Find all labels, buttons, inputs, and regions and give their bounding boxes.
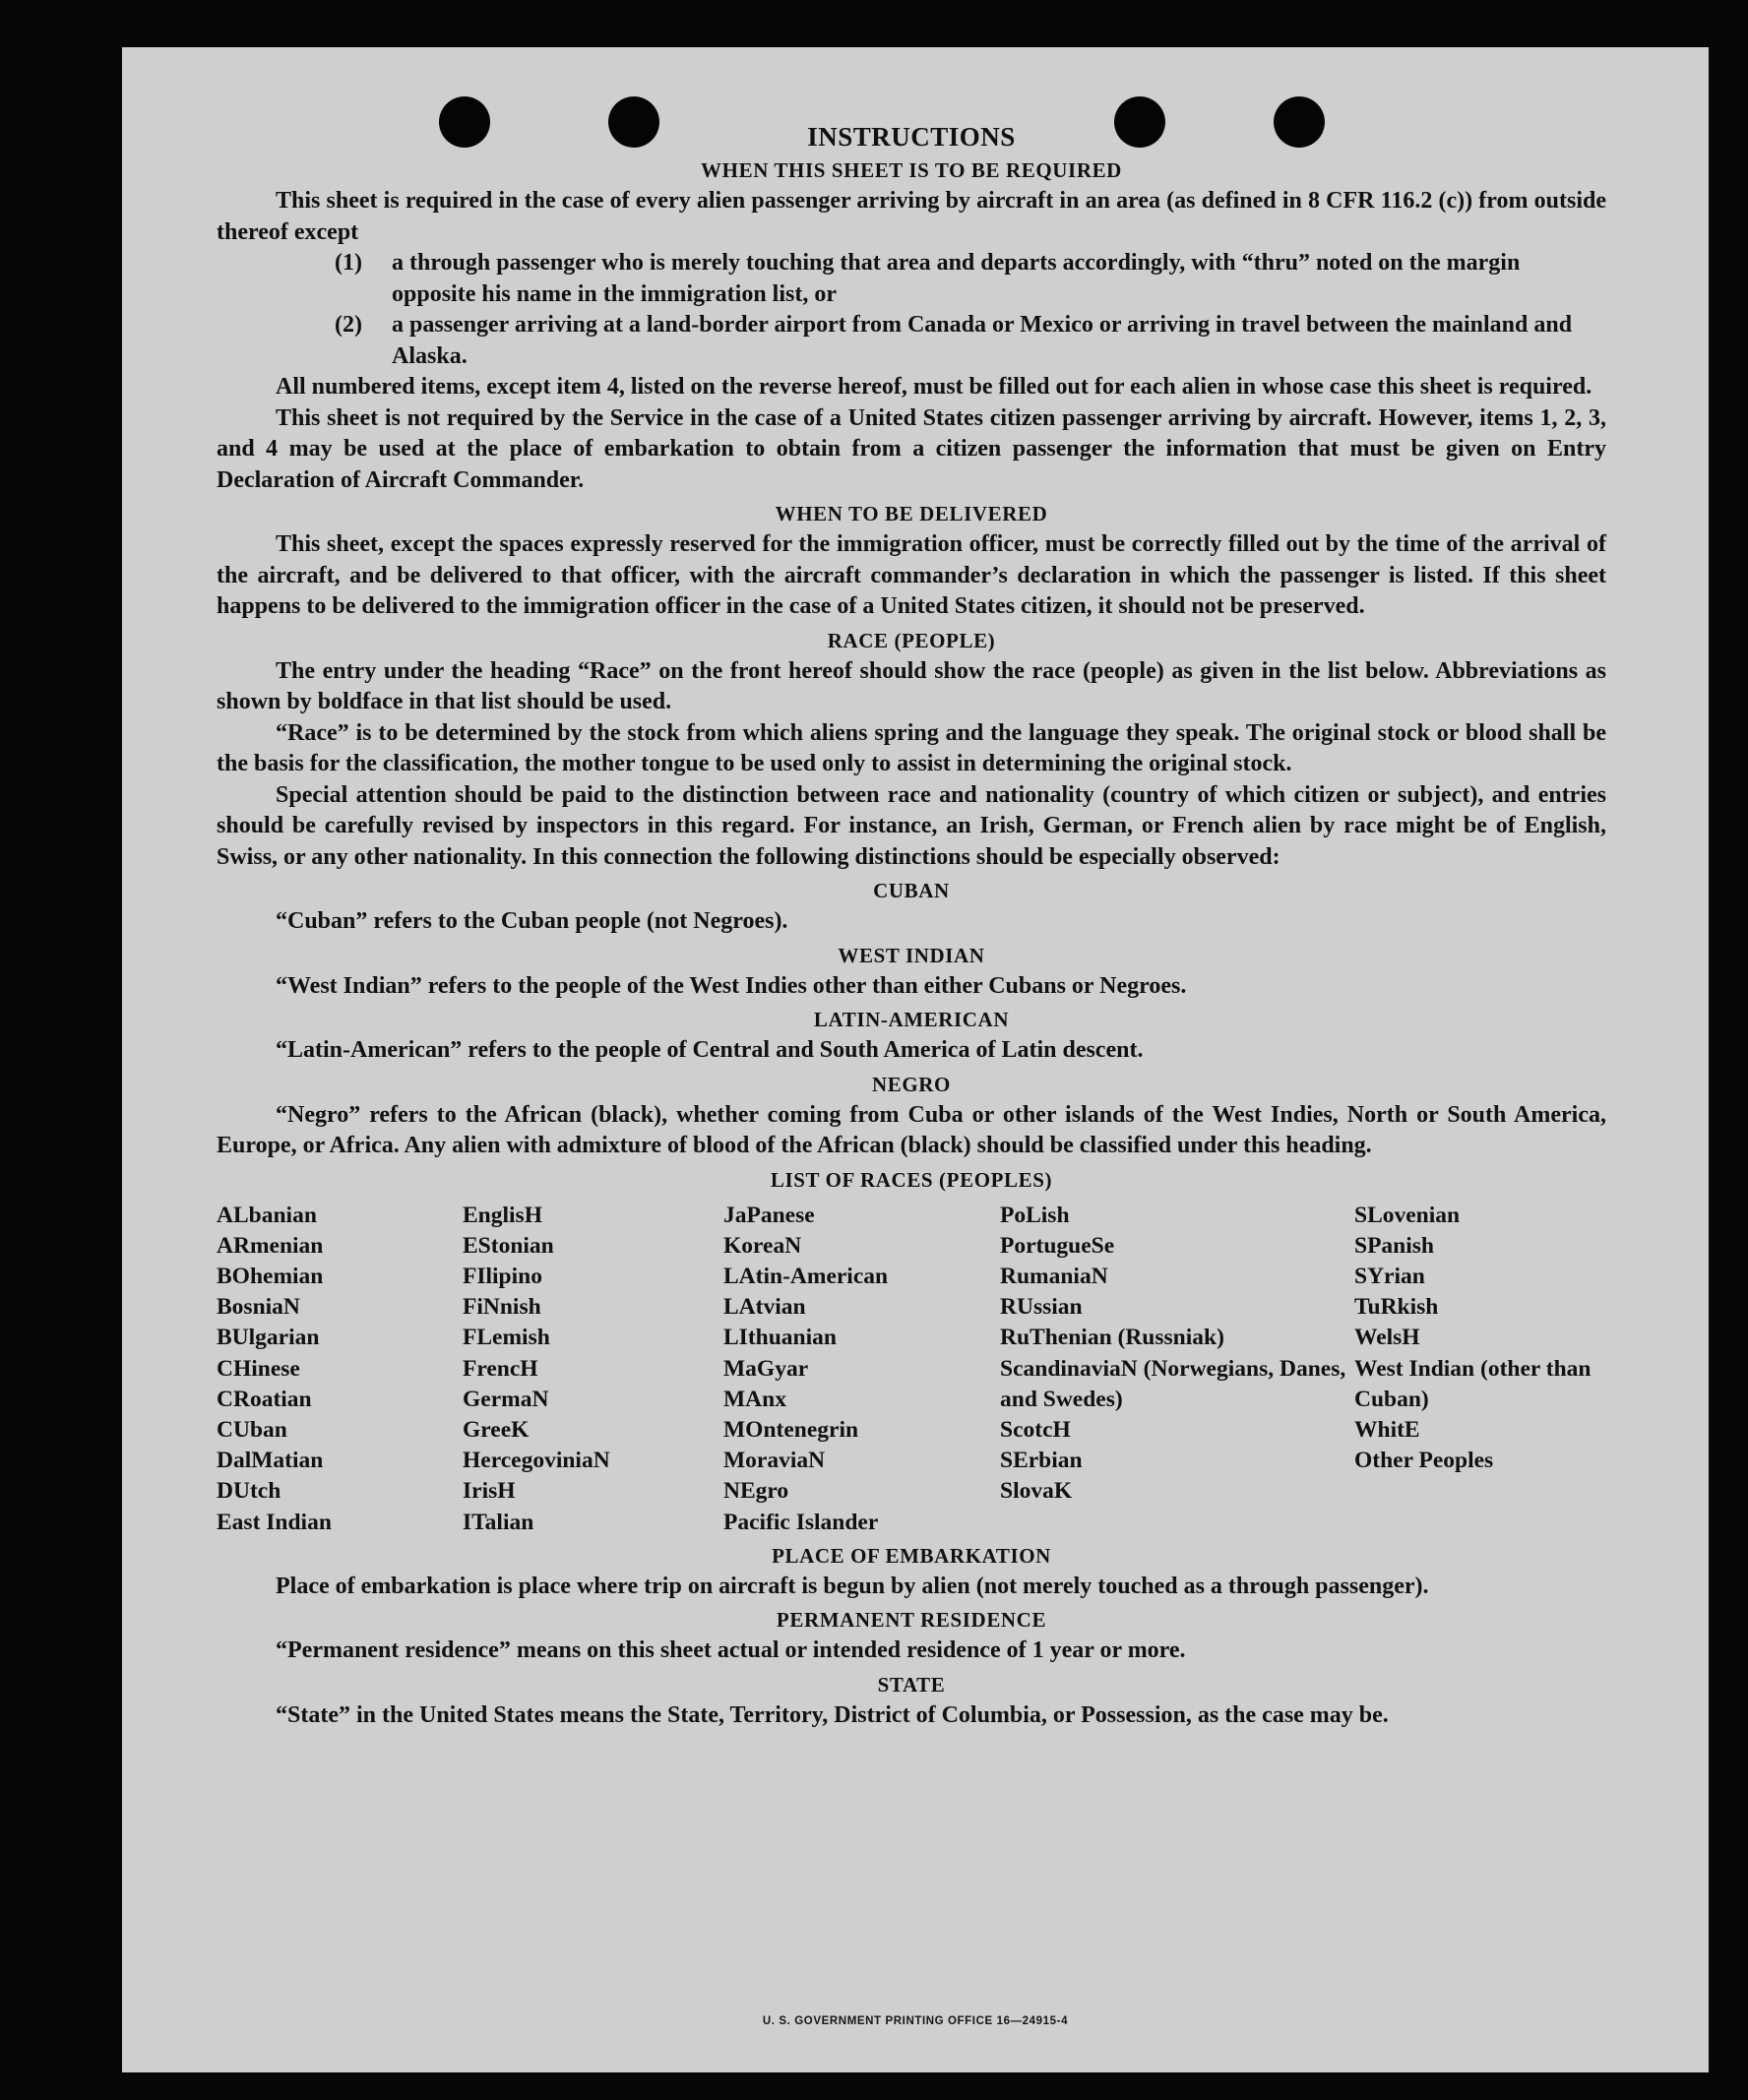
section-heading-embarkation: PLACE OF EMBARKATION: [772, 1543, 1051, 1568]
exception-item: [335, 248, 1606, 310]
races-list: [217, 1201, 1606, 1538]
document-page: [122, 47, 1709, 2072]
race-entry: LIthuanian: [723, 1325, 837, 1351]
race-entry: SYrian: [1354, 1263, 1425, 1289]
race-entry: DUtch: [217, 1478, 281, 1505]
citizen-paragraph: This sheet is not required by the Service in the case of a United States citizen passenger arriving by aircraft. However, items 1, 2, 3, and 4 may be used at the place of embarkation to obtain from a citizen passenger the information that must be given on Entry Declaration of Aircraft Commander.: [217, 404, 1606, 493]
numbered-items-paragraph: All numbered items, except item 4, listed on the reverse hereof, must be filled out for each alien in whose case this sheet is required.: [276, 374, 1592, 400]
races-column: [1000, 1201, 1354, 1538]
instructions-body: [217, 122, 1606, 1731]
negro-definition: “Negro” refers to the African (black), whether coming from Cuba or other islands of the West Indies, North or South America, Europe, or Africa. Any alien with admixture of blood of the African (black) should be classified under this heading.: [217, 1101, 1606, 1158]
races-column: [1354, 1201, 1606, 1538]
exception-text: a passenger arriving at a land-border airport from Canada or Mexico or arriving in travel between the mainland and Alaska.: [392, 312, 1573, 369]
race-entry: CUban: [217, 1416, 287, 1443]
exception-text: a through passenger who is merely touching that area and departs accordingly, with “thru” noted on the margin opposite his name in the immigration list, or: [392, 250, 1521, 307]
race-entry: SErbian: [1000, 1448, 1083, 1474]
race-entry: FLemish: [463, 1325, 550, 1351]
section-heading-state: STATE: [877, 1672, 946, 1697]
races-column: [217, 1201, 463, 1538]
race-entry: East Indian: [217, 1509, 332, 1535]
exception-number: (1): [335, 250, 362, 276]
section-heading-list-of-races: LIST OF RACES (PEOPLES): [770, 1167, 1053, 1192]
race-entry: WhitE: [1354, 1416, 1420, 1443]
section-heading-cuban: CUBAN: [873, 879, 950, 902]
section-heading-latin-american: LATIN-AMERICAN: [813, 1008, 1010, 1031]
delivery-paragraph: This sheet, except the spaces expressly reserved for the immigration officer, must be correctly filled out by the time of the arrival of the aircraft, and be delivered to that officer, with the aircraft commander’s declaration in which the passenger is listed. If this sheet happens to be delivered to the immigration officer in the case of a United States citizen, it should not be preserved.: [217, 531, 1606, 619]
race-entry: LAtvian: [723, 1294, 806, 1321]
race-entry: MAnx: [723, 1386, 786, 1412]
cuban-definition: “Cuban” refers to the Cuban people (not Negroes).: [276, 908, 788, 934]
race-entry: MOntenegrin: [723, 1416, 859, 1443]
race-entry: SLovenian: [1354, 1202, 1461, 1228]
race-entry: ITalian: [463, 1509, 534, 1535]
race-entry: GermaN: [463, 1386, 549, 1412]
page-title: INSTRUCTIONS: [807, 122, 1016, 152]
races-column: [463, 1201, 723, 1538]
race-entry: LAtin-American: [723, 1263, 889, 1289]
section-heading-west-indian: WEST INDIAN: [838, 943, 985, 967]
race-entry: RumaniaN: [1000, 1263, 1108, 1289]
state-definition: “State” in the United States means the State, Territory, District of Columbia, or Possession, as the case may be.: [276, 1701, 1389, 1728]
race-entry: Other Peoples: [1354, 1448, 1494, 1474]
race-entry: Pacific Islander: [723, 1509, 879, 1535]
section-heading-permanent-residence: PERMANENT RESIDENCE: [776, 1608, 1047, 1633]
races-column: [723, 1201, 1000, 1538]
race-entry: GreeK: [463, 1416, 530, 1443]
race-entry: PoLish: [1000, 1202, 1070, 1228]
section-heading-when-delivered: WHEN TO BE DELIVERED: [775, 502, 1048, 525]
race-entry: BUlgarian: [217, 1325, 320, 1351]
race-entry: WelsH: [1354, 1325, 1420, 1351]
race-paragraph-3: Special attention should be paid to the distinction between race and nationality (country of which citizen or subject), and entries should be carefully revised by inspectors in this regard. For instance, an Irish, German, or French alien by race might be of English, Swiss, or any other nationality. In this connection the following distinctions should be especially observed:: [217, 781, 1606, 870]
race-entry: West Indian (other than Cuban): [1354, 1355, 1592, 1412]
race-entry: RUssian: [1000, 1294, 1083, 1321]
race-entry: CHinese: [217, 1355, 300, 1382]
race-entry: BosniaN: [217, 1294, 300, 1321]
race-entry: ALbanian: [217, 1202, 317, 1228]
race-entry: SlovaK: [1000, 1478, 1073, 1505]
permanent-residence-definition: “Permanent residence” means on this sheet actual or intended residence of 1 year or more.: [276, 1637, 1186, 1664]
race-entry: EStonian: [463, 1232, 554, 1259]
race-paragraph-1: The entry under the heading “Race” on the front hereof should show the race (people) as given in the list below. Abbreviations as shown by boldface in that list should be used.: [217, 657, 1606, 714]
race-entry: NEgro: [723, 1478, 789, 1505]
race-paragraph-2: “Race” is to be determined by the stock from which aliens spring and the language they speak. The original stock or blood shall be the basis for the classification, the mother tongue to be used only to assist in determining the original stock.: [217, 719, 1606, 776]
west-indian-definition: “West Indian” refers to the people of the West Indies other than either Cubans or Negroes.: [276, 972, 1187, 999]
race-entry: DalMatian: [217, 1448, 324, 1474]
race-entry: HercegoviniaN: [463, 1448, 610, 1474]
race-entry: RuThenian (Russniak): [1000, 1325, 1224, 1351]
race-entry: BOhemian: [217, 1263, 324, 1289]
race-entry: IrisH: [463, 1478, 516, 1505]
race-entry: FiNnish: [463, 1294, 541, 1321]
race-entry: JaPanese: [723, 1202, 815, 1228]
race-entry: TuRkish: [1354, 1294, 1439, 1321]
exception-number: (2): [335, 312, 362, 338]
race-entry: PortugueSe: [1000, 1232, 1115, 1259]
latin-american-definition: “Latin-American” refers to the people of Central and South America of Latin descent.: [276, 1037, 1144, 1063]
race-entry: MaGyar: [723, 1355, 809, 1382]
race-entry: ARmenian: [217, 1232, 324, 1259]
exception-item: [335, 310, 1606, 372]
race-entry: CRoatian: [217, 1386, 312, 1412]
race-entry: KoreaN: [723, 1232, 802, 1259]
printing-office-footer: U. S. GOVERNMENT PRINTING OFFICE 16—24915-4: [762, 2015, 1069, 2027]
when-required-intro: This sheet is required in the case of every alien passenger arriving by aircraft in an area (as defined in 8 CFR 116.2 (c)) from outside thereof except: [217, 188, 1606, 245]
section-heading-when-required: WHEN THIS SHEET IS TO BE REQUIRED: [701, 158, 1122, 182]
race-entry: FIlipino: [463, 1263, 542, 1289]
embarkation-definition: Place of embarkation is place where trip on aircraft is begun by alien (not merely touched as a through passenger).: [276, 1573, 1429, 1599]
race-entry: ScotcH: [1000, 1416, 1071, 1443]
race-entry: MoraviaN: [723, 1448, 826, 1474]
race-entry: FrencH: [463, 1355, 538, 1382]
race-entry: EnglisH: [463, 1202, 542, 1228]
section-heading-race: RACE (PEOPLE): [827, 628, 996, 652]
race-entry: ScandinaviaN (Norwegians, Danes, and Swedes): [1000, 1355, 1346, 1412]
race-entry: SPanish: [1354, 1232, 1434, 1259]
section-heading-negro: NEGRO: [871, 1072, 951, 1096]
